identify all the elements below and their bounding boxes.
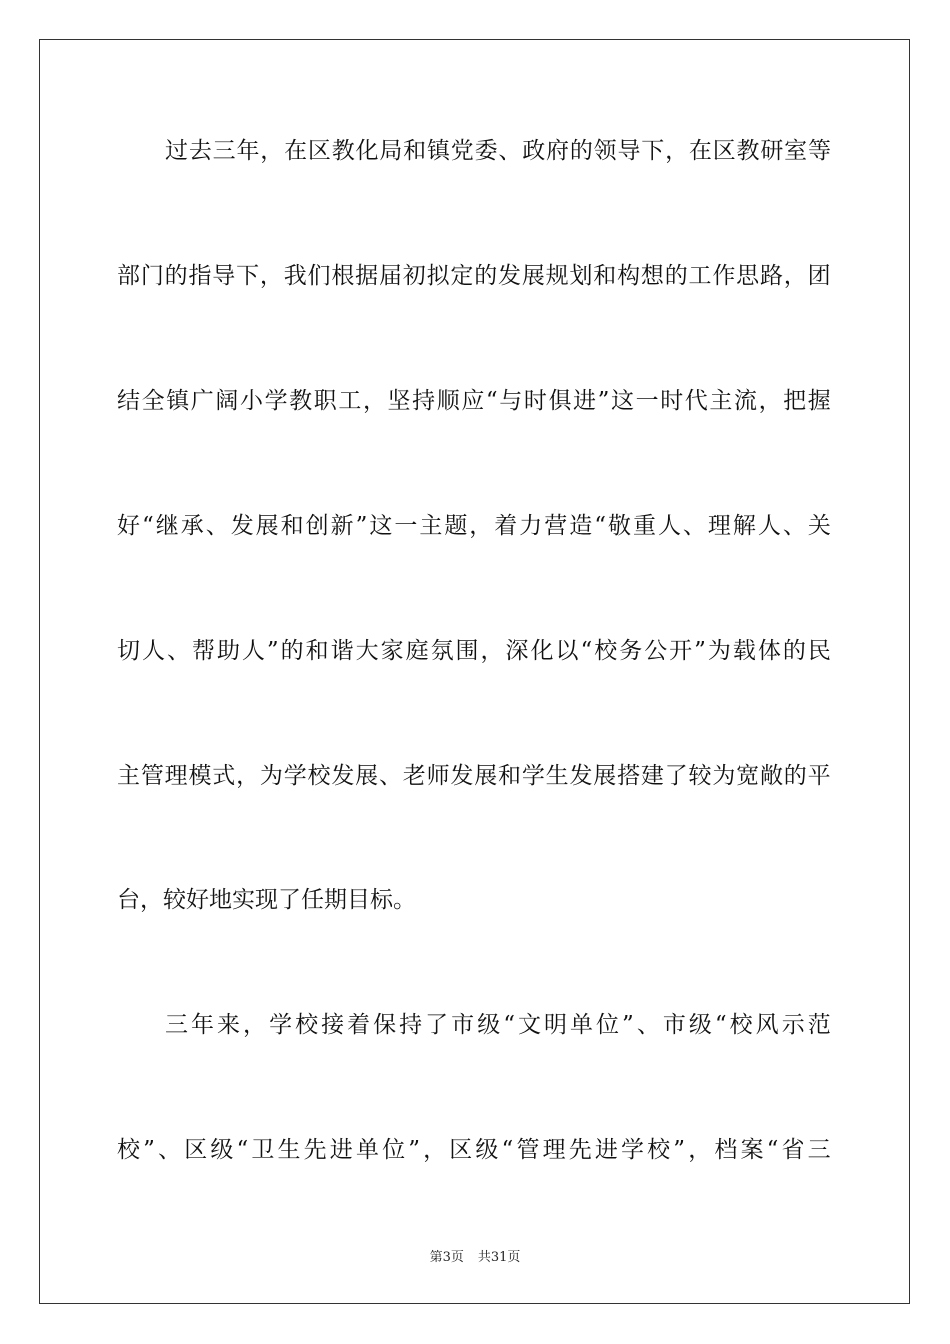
paragraph-2-line-2: 校 ” 、 区 级 “ 卫 生 先 进 单 位 ” ， 区 级 “ 管 理 先 进 学 校 ” ， 档 案 “ 省 三 xyxy=(117,1137,831,1163)
page-total: 共31页 xyxy=(477,1250,521,1265)
page-frame xyxy=(39,39,910,1304)
page-number: 第3页 xyxy=(429,1250,464,1265)
paragraph-2-line-1: 三 年 来 ， 学 校 接 着 保 持 了 市 级 “ 文 明 单 位 ” 、 市 级 “ 校 风 示 范 xyxy=(165,1012,831,1038)
page-footer xyxy=(0,1248,950,1268)
paragraph-1-line-5: 切 人 、 帮 助 人 ” 的 和 谐 大 家 庭 氛 围 ， 深 化 以 “ 校 务 公 开 ” 为 载 体 的 民 xyxy=(117,638,831,664)
paragraph-1-line-4: 好 “ 继 承 、 发 展 和 创 新 ” 这 一 主 题 ， 着 力 营 造 “ 敬 重 人 、 理 解 人 、 关 xyxy=(117,513,831,539)
paragraph-1-line-1: 过 去 三 年 ， 在 区 教 化 局 和 镇 党 委 、 政 府 的 领 导 下 ， 在 区 教 研 室 等 xyxy=(165,138,831,164)
paragraph-1-line-2: 部 门 的 指 导 下 ， 我 们 根 据 届 初 拟 定 的 发 展 规 划 和 构 想 的 工 作 思 路 ， 团 xyxy=(117,263,831,289)
paragraph-1-line-6: 主 管 理 模 式 ， 为 学 校 发 展 、 老 师 发 展 和 学 生 发 展 搭 建 了 较 为 宽 敞 的 平 xyxy=(117,763,831,789)
paragraph-1-line-7: 台，较好地实现了任期目标。 xyxy=(117,887,416,913)
paragraph-1-line-3: 结 全 镇 广 阔 小 学 教 职 工 ， 坚 持 顺 应 “ 与 时 俱 进 ” 这 一 时 代 主 流 ， 把 握 xyxy=(117,388,831,414)
